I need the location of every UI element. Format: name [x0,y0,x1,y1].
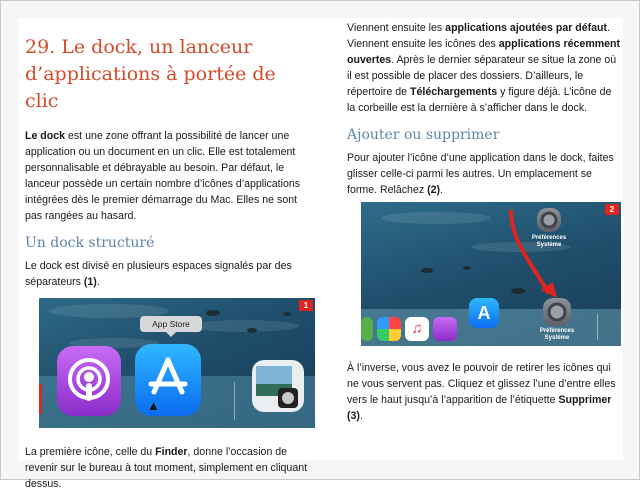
text-fragment: . Après le dernier séparateur se situe la zone où il est possible de placer des dossiers. D’ailleurs, le répertoire de [347,54,617,98]
section-heading-dock-structure: Un dock structuré [25,235,155,251]
dock-icon-label [531,328,583,342]
figure-number-badge: 1 [299,300,313,311]
add-paragraph [347,150,621,198]
app-store-icon[interactable]: A [469,298,499,328]
podcasts-icon[interactable] [433,317,457,341]
dragged-icon-label [525,235,573,249]
label-line: Préférences [539,328,575,334]
app-store-icon[interactable] [135,344,201,416]
intro-bold: Le dock [25,130,66,142]
system-preferences-icon[interactable] [543,298,571,326]
photos-icon[interactable] [377,317,401,341]
dock-separator [234,382,235,420]
figure-1-dock-screenshot [39,298,315,428]
rock-shape [247,328,257,333]
text-fragment: y figure déjà. L’icône de la corbeille est la dernière à s’afficher dans le dock. [347,86,612,114]
label-line: Système [544,335,570,341]
finder-paragraph [25,444,313,492]
rock-shape [206,310,220,316]
finder-bold: Finder [155,446,188,458]
document-page [18,18,623,490]
intro-text: est une zone offrant la possibilité de lancer une application ou un document en un clic. Elle est totalement personnalisable et débrayable au besoin. Par défaut, le lanceur possède un certain nombre d’icônes d’applications intégrées dès le premier démarrage du Mac. Elles ne sont pas rangées au hasard. [25,130,301,222]
bold-remove-label: Supprimer (3) [347,394,612,422]
dock-structure-text: Le dock est divisé en plusieurs espaces signalés par des séparateurs [25,260,292,288]
podcasts-icon[interactable] [57,346,121,416]
right-column [347,18,621,434]
mouse-cursor-icon: ▲ [147,398,160,413]
text-fragment: Pour ajouter l’icône d’une application dans le dock, faites glisser celle-ci parmi les autres. Un emplacement se forme. Relâchez [347,152,614,196]
text-fragment: . [359,410,363,422]
text-fragment: Viennent ensuite les [347,22,446,34]
remove-paragraph [347,360,621,424]
left-column [25,18,313,502]
preview-app-icon[interactable] [252,360,304,412]
finder-text-start: La première icône, celle du [25,446,156,458]
default-apps-paragraph [347,20,621,116]
dock-structure-end: . [96,276,100,288]
music-icon[interactable]: ♫ [405,317,429,341]
gear-icon [541,212,558,229]
system-preferences-icon[interactable] [537,208,561,232]
intro-paragraph [25,128,313,224]
text-fragment: . Viennent ensuite les icônes des [347,22,611,50]
app-store-tooltip: App Store [140,316,202,332]
label-line: Système [536,242,562,248]
bold-default-apps: applications ajoutées par défaut [445,22,608,34]
dock-separator [597,314,598,340]
chapter-title: 29. Le dock, un lanceur d’applications à portée de clic [25,36,276,112]
rock-shape [283,312,291,316]
figure-ref-1: (1) [83,276,97,288]
dock-highlight-edge [39,384,42,414]
figure-2-drag-screenshot [361,202,621,346]
bold-recent-apps: applications récemment ouvertes [347,38,621,66]
dock-structure-paragraph [25,258,313,290]
text-fragment: . [440,184,443,196]
section-heading-add-remove: Ajouter ou supprimer [347,127,500,143]
text-fragment: À l’inverse, vous avez le pouvoir de retirer les icônes qui ne vous servent pas. Cliquez et glissez l’une d’entre elles vers le haut jusqu’à l’apparition de l’étiquette [347,362,616,406]
finder-text-rest: , donne l’occasion de revenir sur le bureau à tout moment, simplement en cliquant dessus. [25,446,308,490]
wave-shape [189,320,299,332]
gear-icon [548,303,567,322]
figure-number-badge: 2 [605,204,619,215]
figure-ref-2: (2) [427,184,441,196]
label-line: Préférences [531,235,567,241]
bold-downloads: Téléchargements [410,86,498,98]
maps-icon[interactable] [361,317,373,341]
